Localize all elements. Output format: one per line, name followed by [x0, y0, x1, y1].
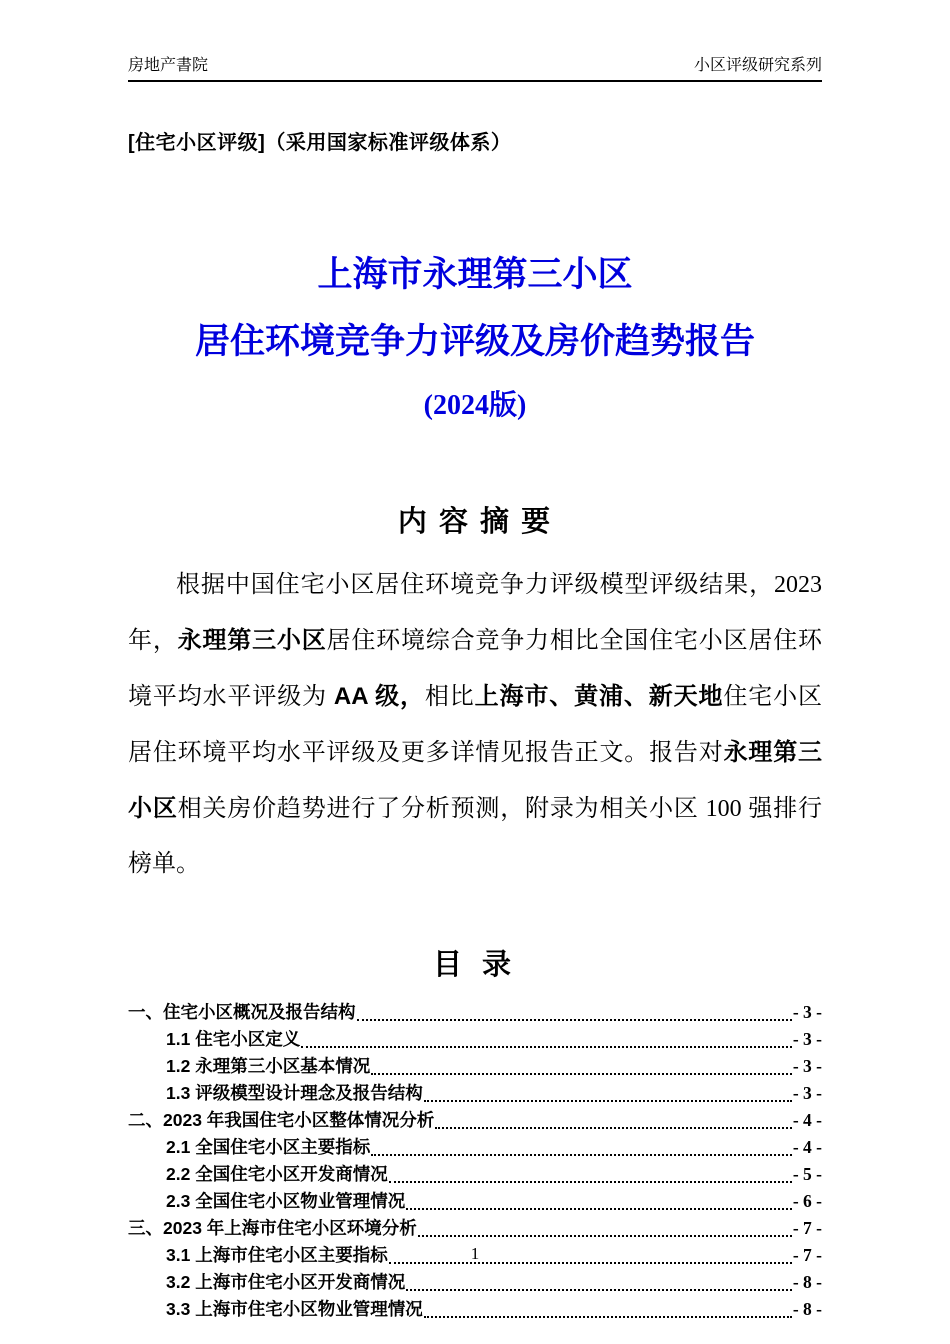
toc-entry-page: - 3 -	[792, 1083, 822, 1103]
toc-entry-label: 三、2023 年上海市住宅小区环境分析	[128, 1218, 417, 1238]
summary-paragraph	[128, 558, 822, 892]
toc-dot-leader	[406, 1289, 792, 1291]
header-left-text: 房地产書院	[128, 57, 209, 74]
summary-heading: 内 容 摘 要	[397, 506, 553, 538]
toc-dot-leader	[389, 1181, 792, 1183]
toc-entry-page: - 3 -	[792, 1002, 822, 1022]
report-title-line1: 上海市永理第三小区	[317, 255, 633, 294]
toc-heading: 目 录	[432, 949, 518, 981]
toc-entry-label: 1.2 永理第三小区基本情况	[166, 1056, 371, 1076]
toc-entry-label: 2.1 全国住宅小区主要指标	[166, 1137, 371, 1157]
summary-text-segment: 相关房价趋势进行了分析预测，附录为相关小区 100 强排行榜单。	[128, 796, 823, 877]
toc-entry-label: 2.3 全国住宅小区物业管理情况	[166, 1191, 406, 1211]
running-header	[128, 0, 822, 82]
rating-tag-line: [住宅小区评级]（采用国家标准评级体系）	[128, 132, 512, 154]
header-right-text: 小区评级研究系列	[693, 57, 822, 74]
summary-bold-segment: AA 级，	[333, 683, 425, 710]
toc-entry[interactable]	[128, 1107, 822, 1134]
toc-entry-page: - 3 -	[792, 1056, 822, 1076]
toc-dot-leader	[301, 1046, 792, 1048]
toc-entry-page: - 5 -	[792, 1164, 822, 1184]
toc-entry-label: 一、住宅小区概况及报告结构	[128, 1002, 356, 1022]
toc-entry-label: 2.2 全国住宅小区开发商情况	[166, 1164, 388, 1184]
toc-entry[interactable]	[128, 1161, 822, 1188]
toc-entry[interactable]	[128, 1269, 822, 1296]
toc-entry[interactable]	[128, 1053, 822, 1080]
toc-entry[interactable]	[128, 1026, 822, 1053]
toc-entry-page: - 8 -	[792, 1299, 822, 1319]
toc-dot-leader	[406, 1208, 792, 1210]
report-title-edition: (2024版)	[423, 390, 527, 421]
toc-entry[interactable]	[128, 1080, 822, 1107]
toc-entry-label: 1.1 住宅小区定义	[166, 1029, 301, 1049]
toc-entry[interactable]	[128, 1134, 822, 1161]
toc-entry-page: - 3 -	[792, 1029, 822, 1049]
toc-dot-leader	[435, 1127, 792, 1129]
report-title-line2: 居住环境竞争力评级及房价趋势报告	[194, 322, 755, 361]
toc-entry-label: 3.1 上海市住宅小区主要指标	[166, 1245, 388, 1265]
toc-dot-leader	[371, 1073, 792, 1075]
toc-entry-page: - 4 -	[792, 1110, 822, 1130]
toc-entry-page: - 7 -	[792, 1245, 822, 1265]
summary-bold-segment: 永理第三小区	[128, 739, 823, 822]
toc-entry-label: 1.3 评级模型设计理念及报告结构	[166, 1083, 423, 1103]
toc-dot-leader	[424, 1316, 792, 1318]
summary-text-segment: 相比	[424, 684, 475, 710]
summary-text-segment: 住宅小区居住环境平均水平评级及更多详情见报告正文。报告对	[128, 684, 823, 766]
toc-entry-page: - 6 -	[792, 1191, 822, 1211]
toc-list	[128, 999, 822, 1323]
summary-text-segment: 根据中国住宅小区居住环境竞争力评级模型评级结果，2023 年，	[128, 572, 822, 654]
report-title-block	[128, 241, 822, 437]
summary-text-segment: 居住环境综合竞争力相比全国住宅小区居住环境平均水平评级为	[128, 628, 823, 710]
toc-entry-page: - 4 -	[792, 1137, 822, 1157]
toc-dot-leader	[418, 1235, 792, 1237]
toc-entry[interactable]	[128, 1188, 822, 1215]
footer-page-number: 1	[470, 1244, 480, 1263]
summary-bold-segment: 永理第三小区	[177, 627, 327, 654]
toc-entry-label: 3.2 上海市住宅小区开发商情况	[166, 1272, 406, 1292]
toc-entry-page: - 8 -	[792, 1272, 822, 1292]
toc-entry[interactable]	[128, 1215, 822, 1242]
toc-dot-leader	[357, 1019, 792, 1021]
toc-dot-leader	[371, 1154, 792, 1156]
toc-dot-leader	[424, 1100, 792, 1102]
toc-entry[interactable]	[128, 999, 822, 1026]
toc-entry-label: 二、2023 年我国住宅小区整体情况分析	[128, 1110, 435, 1130]
toc-entry-page: - 7 -	[792, 1218, 822, 1238]
toc-entry-label: 3.3 上海市住宅小区物业管理情况	[166, 1299, 423, 1319]
summary-bold-segment: 上海市、黄浦、新天地	[474, 683, 724, 710]
toc-entry[interactable]	[128, 1296, 822, 1323]
